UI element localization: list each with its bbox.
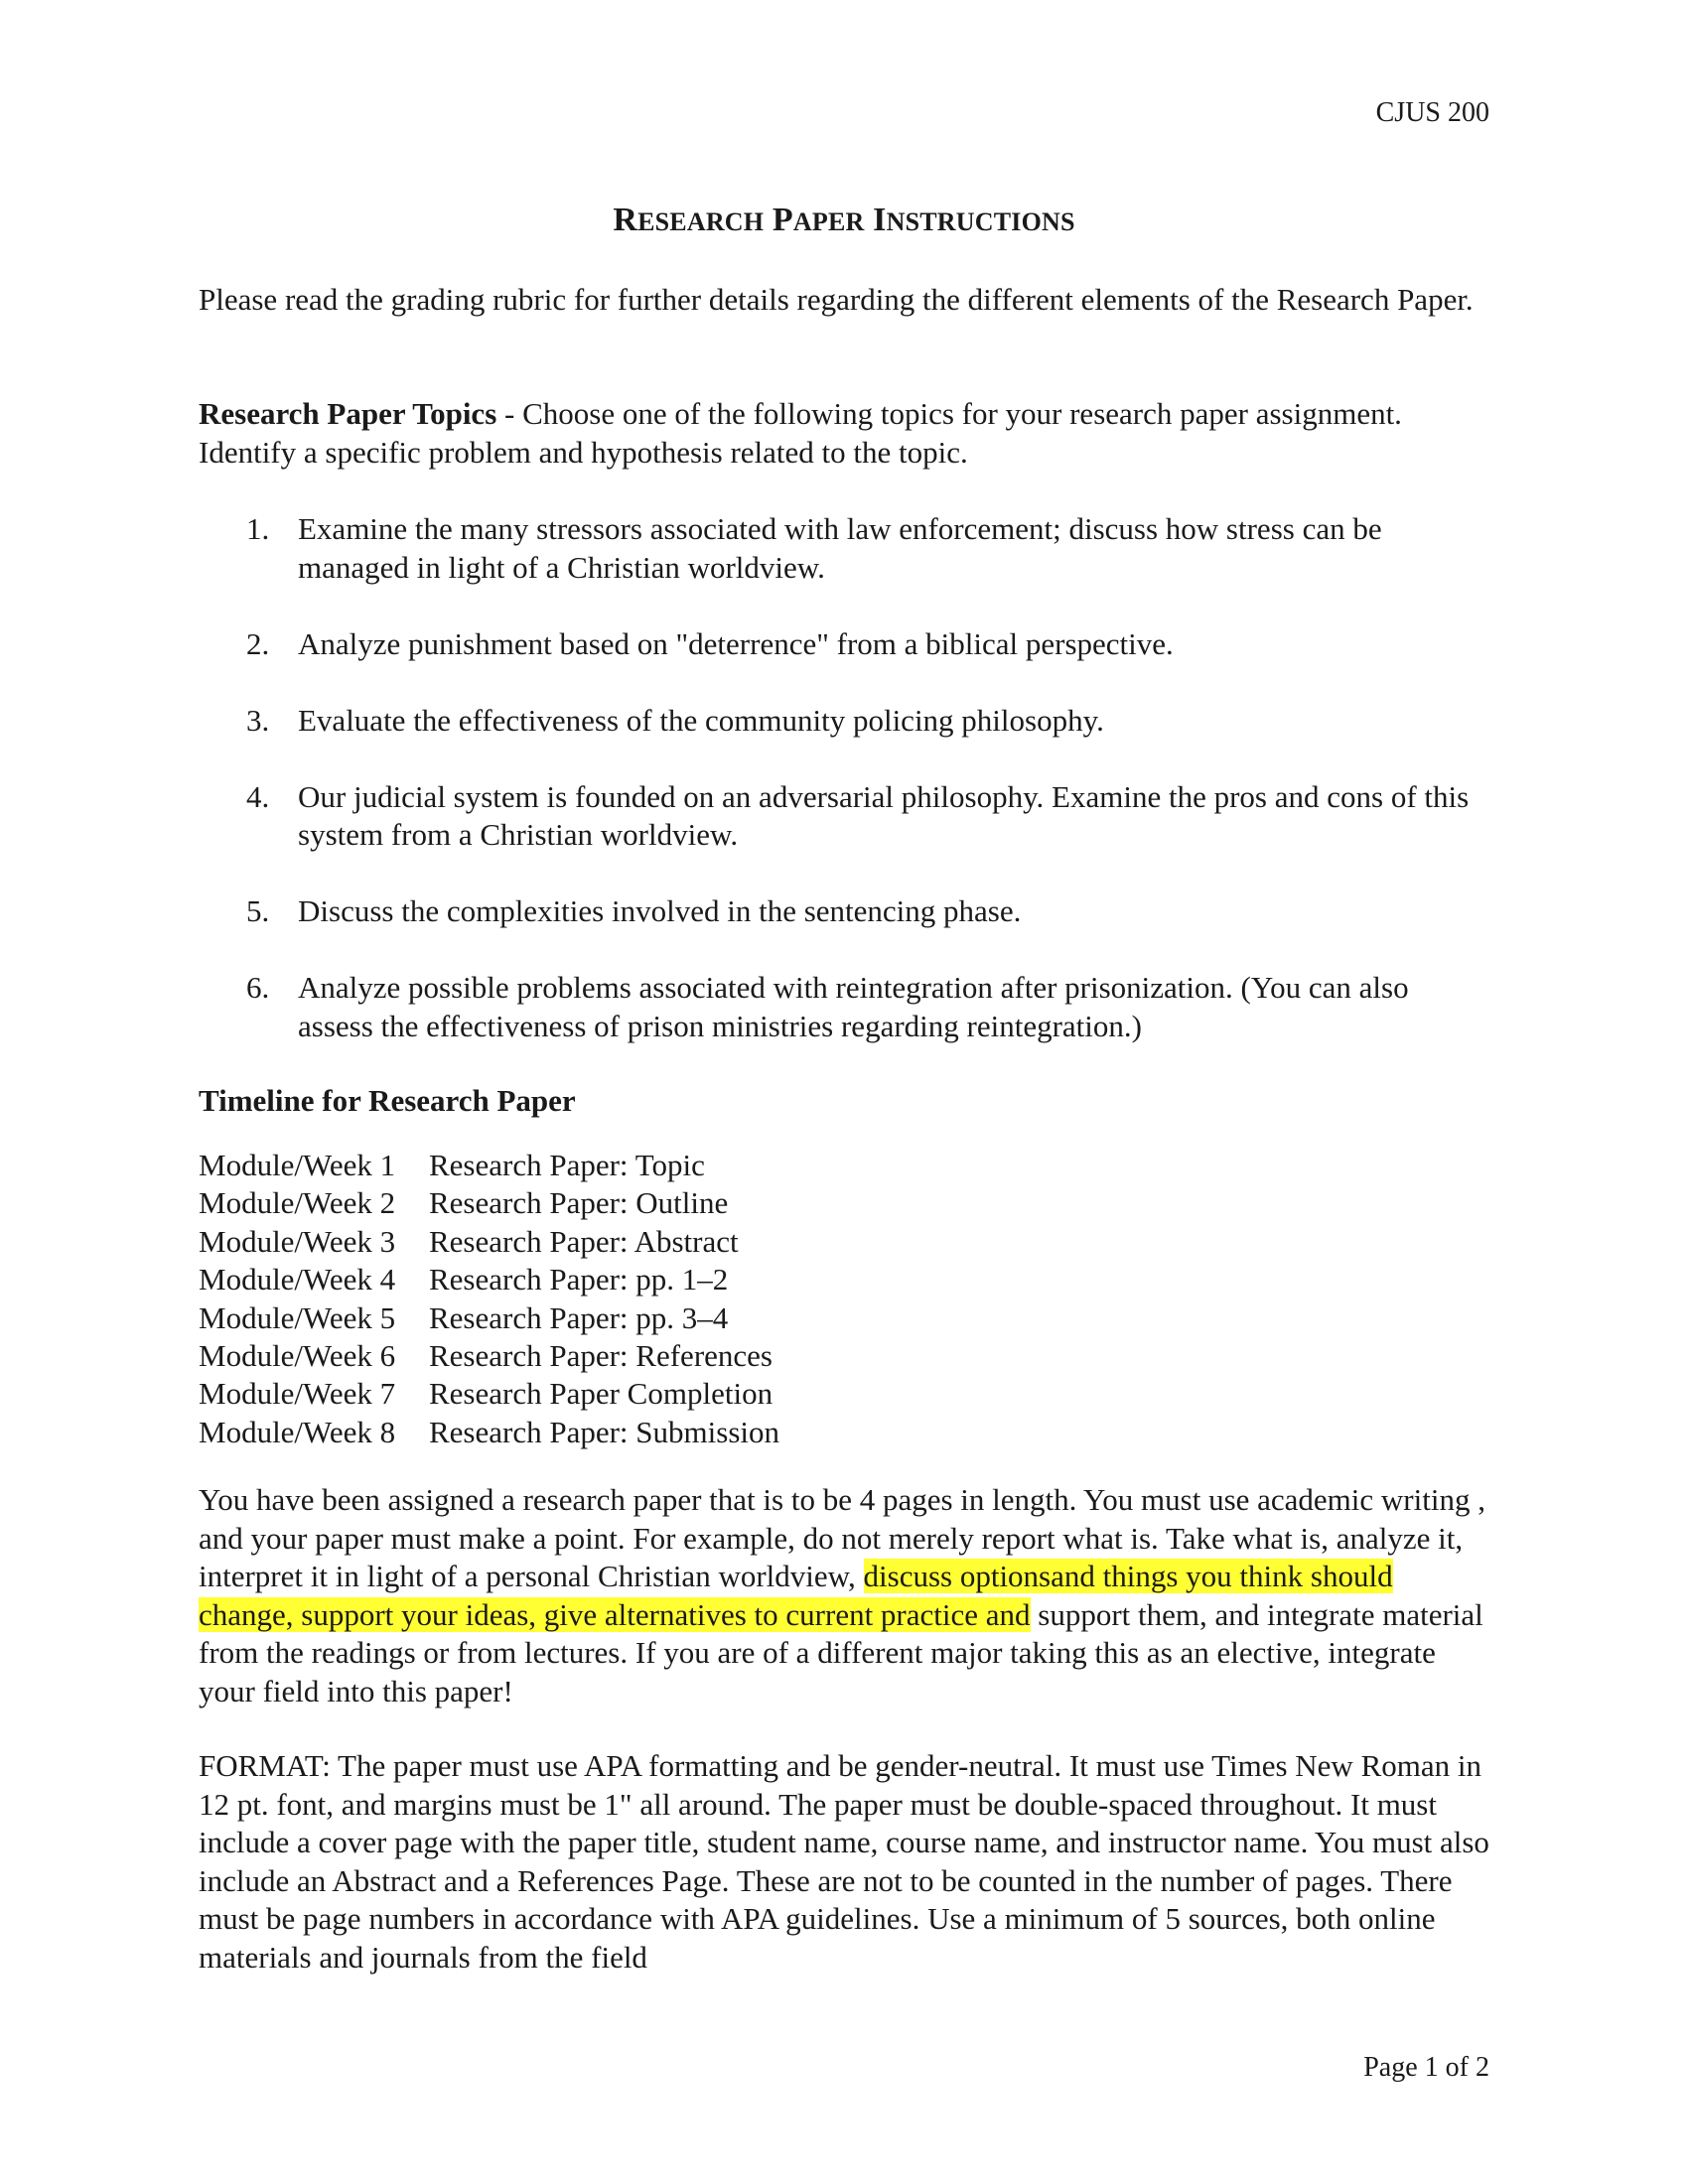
format-paragraph: FORMAT: The paper must use APA formatting and be gender-neutral. It must use Times New Roman in 12 pt. font, and margins must be 1" all around. The paper must be double-spaced throughout. It must include a cover page with the paper title, student name, course name, and instructor name. You must also include an Abstract and a References Page. These are not to be counted in the number of pages. There must be page numbers in accordance with APA guidelines. Use a minimum of 5 sources, both online materials and journals from the field — [199, 1748, 1489, 1975]
topic-item — [246, 510, 1489, 587]
topic-number: 5. — [246, 893, 270, 928]
timeline-module: Module/Week 2 — [199, 1185, 396, 1221]
topics-intro-text: - Choose one of the following topics for your research paper assignment. Identify a specific problem and hypothesis related to the topic. — [199, 396, 1402, 470]
title-word-3-rest: NSTRUCTIONS — [886, 207, 1075, 236]
timeline-row — [199, 1223, 779, 1261]
topic-text: Analyze punishment based on "deterrence" from a biblical perspective. — [298, 625, 1174, 661]
timeline-task: Research Paper Completion — [429, 1376, 774, 1412]
timeline-row — [199, 1375, 779, 1413]
timeline-module: Module/Week 6 — [199, 1338, 396, 1374]
timeline-row — [199, 1261, 779, 1298]
topic-text: Examine the many stressors associated with law enforcement; discuss how stress can be managed in light of a Christian worldview. — [298, 511, 1382, 585]
title-word-2-rest: APER — [792, 207, 865, 236]
timeline-module: Module/Week 3 — [199, 1223, 396, 1259]
document-title — [0, 202, 1688, 239]
timeline-row — [199, 1147, 779, 1184]
timeline-task: Research Paper: Outline — [429, 1185, 729, 1221]
topic-text: Our judicial system is founded on an adversarial philosophy. Examine the pros and cons of this system from a Christian worldview. — [298, 778, 1470, 852]
timeline-row — [199, 1414, 779, 1451]
assignment-text-after: support them, and integrate material from the readings or from lectures. If you are of a different major taking this as an elective, integrate your field into this paper! — [199, 1596, 1483, 1708]
timeline-task: Research Paper: References — [429, 1338, 773, 1374]
topic-item — [246, 778, 1489, 855]
timeline-row — [199, 1299, 779, 1337]
title-word-3-cap: I — [873, 202, 887, 238]
timeline-task: Research Paper: Topic — [429, 1148, 705, 1182]
topics-heading: Research Paper Topics — [199, 396, 497, 431]
timeline-module: Module/Week 5 — [199, 1299, 396, 1335]
assignment-highlighted-text: discuss optionsand things you think should change, support your ideas, give alternatives to current practice and — [199, 1559, 1393, 1632]
timeline-module: Module/Week 4 — [199, 1262, 396, 1297]
timeline-task: Research Paper: pp. 3–4 — [429, 1299, 729, 1335]
timeline-module: Module/Week 8 — [199, 1414, 396, 1449]
course-code: CJUS 200 — [1375, 97, 1489, 128]
page-number: Page 1 of 2 — [1363, 2052, 1489, 2083]
topic-number: 4. — [246, 778, 270, 814]
topic-text: Evaluate the effectiveness of the community policing philosophy. — [298, 702, 1104, 738]
timeline-module: Module/Week 1 — [199, 1148, 396, 1182]
title-word-2-cap: P — [772, 202, 793, 238]
topic-item — [246, 969, 1489, 1045]
title-word-1-cap: R — [613, 202, 638, 238]
timeline-task: Research Paper: Submission — [429, 1414, 780, 1449]
topic-item — [246, 702, 1489, 741]
assignment-paragraph — [199, 1481, 1489, 1710]
timeline-task: Research Paper: Abstract — [429, 1223, 739, 1259]
timeline-heading: Timeline for Research Paper — [199, 1083, 576, 1118]
topic-number: 3. — [246, 702, 270, 738]
timeline-row — [199, 1337, 779, 1375]
assignment-text-before: You have been assigned a research paper that is to be 4 pages in length. You must use academic writing , and your paper must make a point. For example, do not merely report what is. Take what is, analyze it, interpret it in light of a personal Christian worldview, — [199, 1482, 1485, 1593]
timeline-module: Module/Week 7 — [199, 1376, 396, 1412]
topic-list — [246, 510, 1489, 1084]
topic-text: Discuss the complexities involved in the sentencing phase. — [298, 893, 1022, 928]
topic-item — [246, 625, 1489, 664]
timeline-task: Research Paper: pp. 1–2 — [429, 1262, 729, 1297]
topic-item — [246, 892, 1489, 931]
topic-number: 6. — [246, 970, 270, 1005]
title-word-1-rest: ESEARCH — [637, 207, 765, 236]
topic-text: Analyze possible problems associated with reintegration after prisonization. (You can also assess the effectiveness of prison ministries regarding reintegration.) — [298, 970, 1409, 1043]
timeline-list — [199, 1147, 779, 1451]
topics-intro-paragraph — [199, 395, 1489, 472]
topic-number: 1. — [246, 511, 270, 546]
topic-number: 2. — [246, 625, 270, 661]
timeline-row — [199, 1184, 779, 1222]
intro-paragraph: Please read the grading rubric for further details regarding the different elements of the Research Paper. — [199, 282, 1474, 317]
